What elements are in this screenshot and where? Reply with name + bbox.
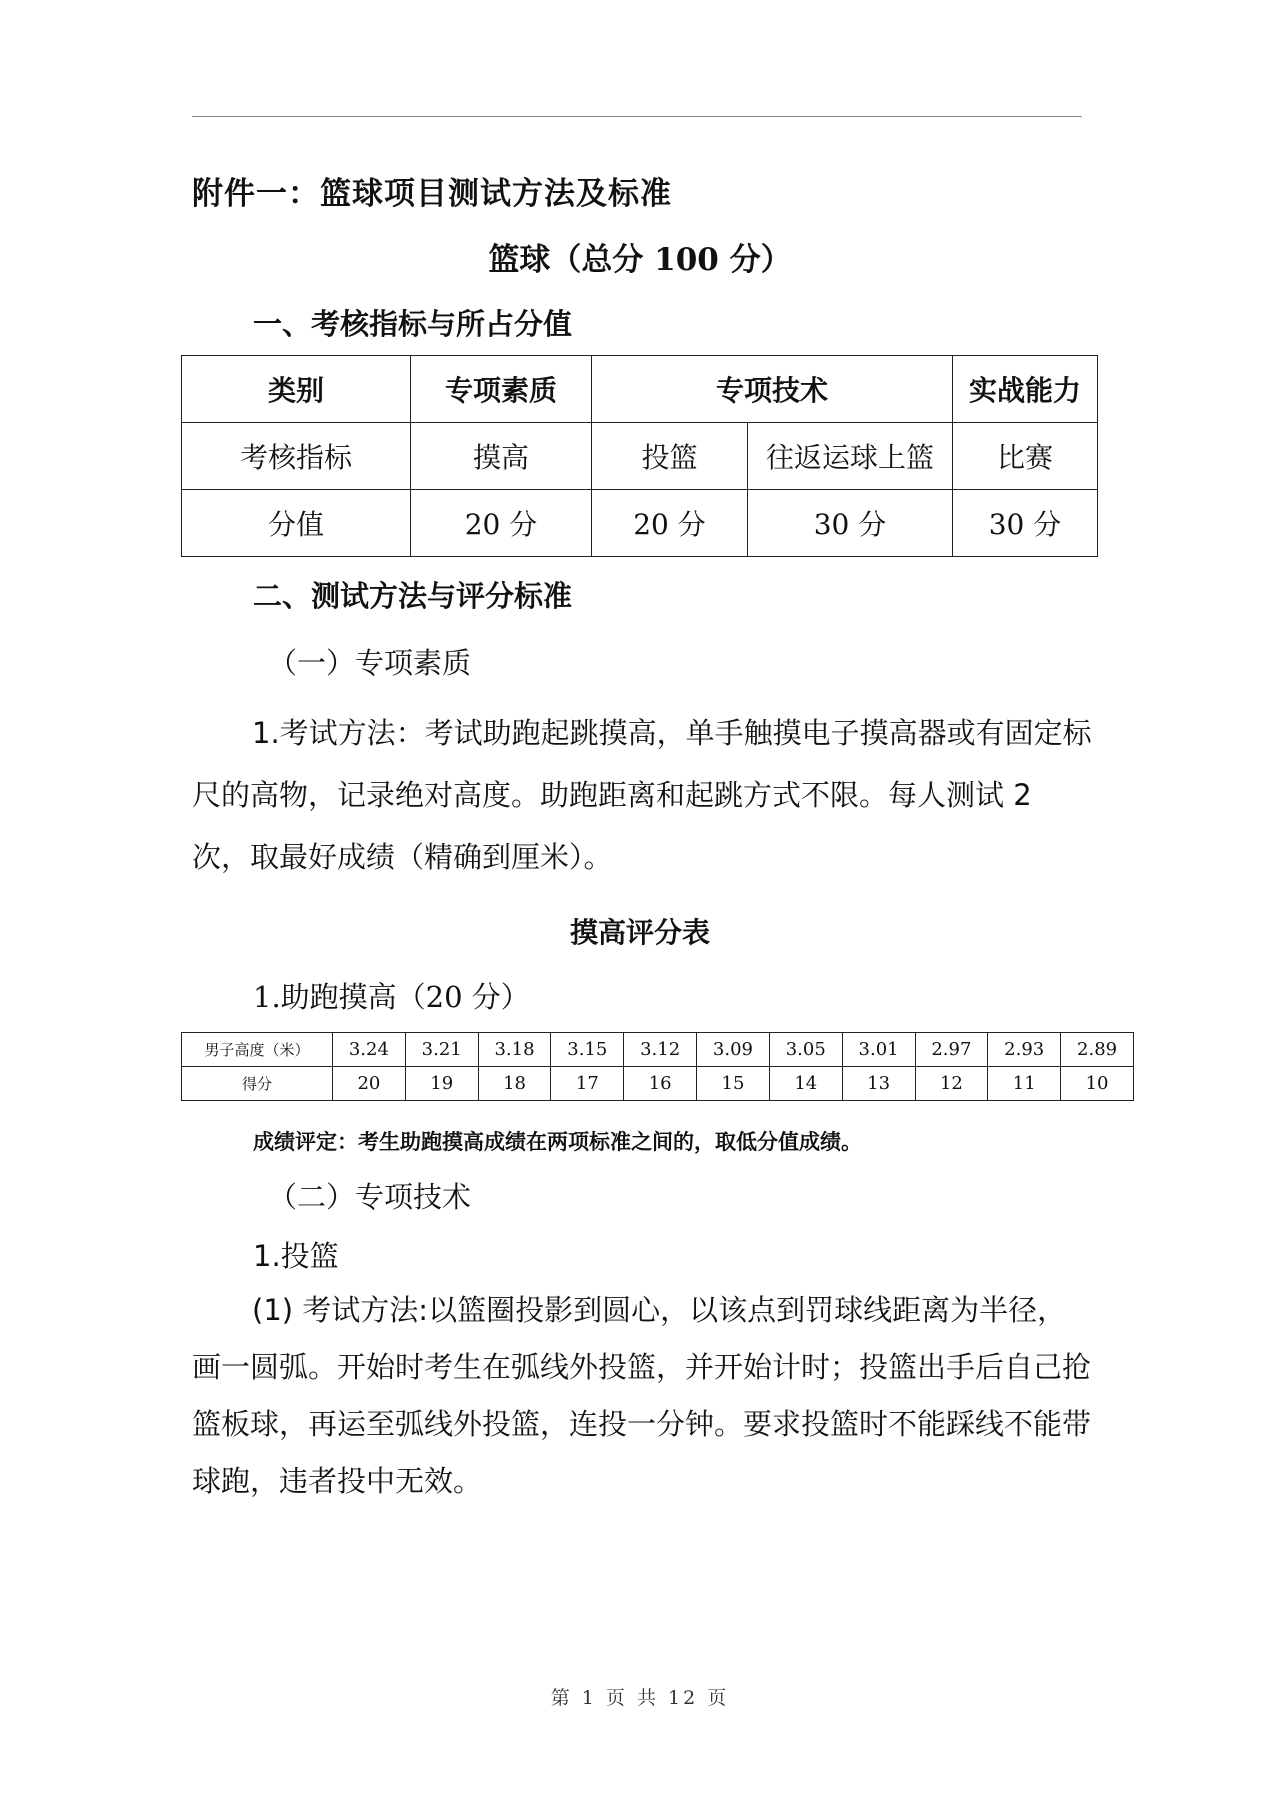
indicator-dribble-layup: 往返运球上篮 — [748, 423, 953, 490]
indicator-label: 考核指标 — [182, 423, 411, 490]
header-category: 类别 — [182, 356, 411, 423]
score-cell: 12 — [915, 1067, 988, 1101]
value-touch: 20 分 — [411, 490, 592, 557]
touch-scoring-note: 成绩评定：考生助跑摸高成绩在两项标准之间的，取低分值成绩。 — [253, 1130, 862, 1154]
shooting-method-text: (1) 考试方法:以篮圈投影到圆心，以该点到罚球线距离为半径，画一圆弧。开始时考生在弧线外投篮，并开始计时；投篮出手后自己抢篮板球，再运至弧线外投篮，连投一分钟。要求投篮时不能踩线不能带球跑，违者投中无效。 — [192, 1293, 1092, 1498]
height-cell: 3.15 — [551, 1033, 624, 1067]
score-cell: 20 — [333, 1067, 406, 1101]
touch-height-table — [181, 1032, 1134, 1101]
score-label: 得分 — [182, 1067, 333, 1101]
indicator-shooting: 投篮 — [592, 423, 748, 490]
touch-method-paragraph — [192, 702, 1092, 888]
header-rule — [192, 116, 1082, 117]
indicator-game: 比赛 — [953, 423, 1098, 490]
score-cell: 14 — [769, 1067, 842, 1101]
height-cell: 2.93 — [988, 1033, 1061, 1067]
height-cell: 3.09 — [697, 1033, 770, 1067]
sub2-heading: （二）专项技术 — [268, 1180, 472, 1214]
section2-heading: 二、测试方法与评分标准 — [253, 579, 573, 613]
value-shooting: 20 分 — [592, 490, 748, 557]
score-table-indicator-row — [182, 423, 1098, 490]
indicator-touch: 摸高 — [411, 423, 592, 490]
height-cell: 3.12 — [624, 1033, 697, 1067]
score-table-value-row — [182, 490, 1098, 557]
height-cell: 3.24 — [333, 1033, 406, 1067]
page-footer: 第 1 页 共 12 页 — [550, 1687, 730, 1709]
touch-method-text: 1.考试方法：考试助跑起跳摸高，单手触摸电子摸高器或有固定标尺的高物，记录绝对高度。助跑距离和起跳方式不限。每人测试 2 次，取最好成绩（精确到厘米）。 — [192, 716, 1092, 874]
score-table-header-row — [182, 356, 1098, 423]
score-cell: 13 — [842, 1067, 915, 1101]
score-cell: 19 — [405, 1067, 478, 1101]
score-cell: 10 — [1061, 1067, 1134, 1101]
main-title: 篮球（总分 100 分） — [488, 242, 792, 278]
attachment-title: 附件一：篮球项目测试方法及标准 — [192, 176, 672, 212]
height-label: 男子高度（米） — [182, 1033, 333, 1067]
height-cell: 3.21 — [405, 1033, 478, 1067]
section1-heading: 一、考核指标与所占分值 — [253, 307, 573, 341]
height-cell: 3.01 — [842, 1033, 915, 1067]
sub1-heading: （一）专项素质 — [268, 646, 472, 680]
value-label: 分值 — [182, 490, 411, 557]
value-dribble-layup: 30 分 — [748, 490, 953, 557]
score-allocation-table — [181, 355, 1098, 557]
value-game: 30 分 — [953, 490, 1098, 557]
touch-table-title: 1.助跑摸高（20 分） — [253, 980, 530, 1014]
height-cell: 2.89 — [1061, 1033, 1134, 1067]
score-cell: 11 — [988, 1067, 1061, 1101]
height-cell: 2.97 — [915, 1033, 988, 1067]
touch-score-row — [182, 1067, 1134, 1101]
score-cell: 15 — [697, 1067, 770, 1101]
height-cell: 3.18 — [478, 1033, 551, 1067]
score-cell: 17 — [551, 1067, 624, 1101]
score-cell: 16 — [624, 1067, 697, 1101]
touch-height-row — [182, 1033, 1134, 1067]
shooting-method-paragraph — [192, 1282, 1092, 1510]
shooting-heading: 1.投篮 — [253, 1239, 339, 1273]
header-physical: 专项素质 — [411, 356, 592, 423]
touch-table-caption: 摸高评分表 — [569, 916, 710, 949]
header-technique: 专项技术 — [592, 356, 953, 423]
height-cell: 3.05 — [769, 1033, 842, 1067]
score-cell: 18 — [478, 1067, 551, 1101]
header-combat: 实战能力 — [953, 356, 1098, 423]
